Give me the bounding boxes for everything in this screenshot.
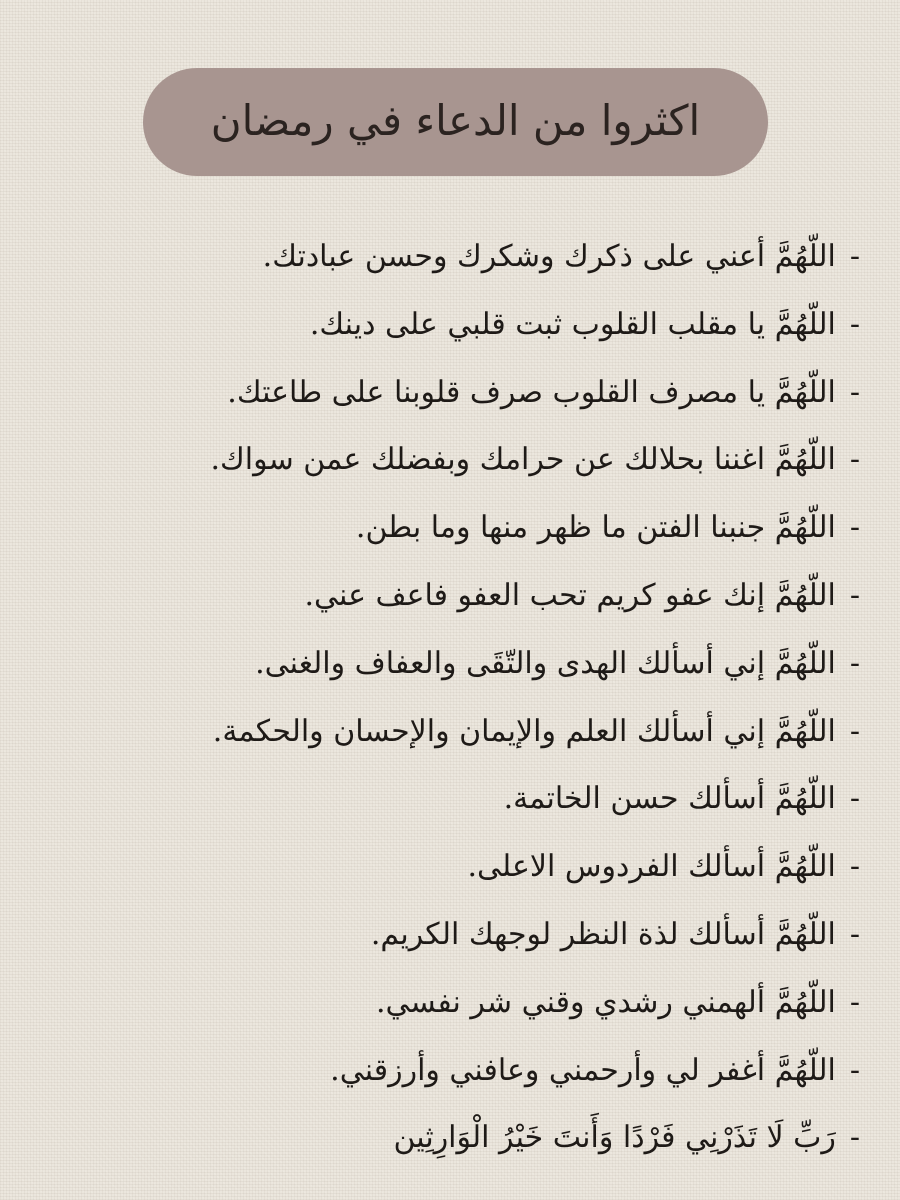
list-item — [40, 836, 860, 904]
dua-text: اللّهُمَّ إنك عفو كريم تحب العفو فاعف عني. — [304, 577, 836, 613]
bullet-dash: - — [849, 1120, 860, 1156]
list-item — [40, 768, 860, 836]
bullet-dash: - — [849, 713, 860, 749]
dua-text: اللّهُمَّ أسألك الفردوس الاعلى. — [467, 849, 836, 885]
list-item — [40, 565, 860, 633]
dua-text: اللّهُمَّ جنبنا الفتن ما ظهر منها وما بطن. — [355, 510, 836, 546]
list-item — [40, 904, 860, 972]
list-item — [40, 1040, 860, 1108]
dua-text: اللّهُمَّ أسألك لذة النظر لوجهك الكريم. — [370, 916, 836, 952]
list-item — [40, 633, 860, 701]
list-item — [40, 226, 860, 294]
bullet-dash: - — [849, 645, 860, 681]
bullet-dash: - — [849, 984, 860, 1020]
bullet-dash: - — [849, 510, 860, 546]
bullet-dash: - — [849, 781, 860, 817]
dua-text: اللّهُمَّ ألهمني رشدي وقني شر نفسي. — [376, 984, 836, 1020]
bullet-dash: - — [849, 577, 860, 613]
dua-text: اللّهُمَّ أسألك حسن الخاتمة. — [503, 781, 836, 817]
dua-text: اللّهُمَّ يا مصرف القلوب صرف قلوبنا على طاعتك. — [227, 374, 836, 410]
dua-list — [40, 226, 860, 1175]
dua-text: اللّهُمَّ اغننا بحلالك عن حرامك وبفضلك عمن سواك. — [210, 442, 836, 478]
dua-text: اللّهُمَّ أغفر لي وأرحمني وعافني وأرزقني. — [330, 1052, 836, 1088]
dua-text: اللّهُمَّ إني أسألك الهدى والتّقَى والعفاف والغنى. — [255, 645, 836, 681]
bullet-dash: - — [849, 374, 860, 410]
list-item — [40, 294, 860, 362]
dua-text: رَبِّ لَا تَذَرْنِي فَرْدًا وَأَنتَ خَيْرُ الْوَارِثِين — [393, 1120, 836, 1156]
list-item — [40, 1107, 860, 1175]
dua-text: اللّهُمَّ أعني على ذكرك وشكرك وحسن عبادتك. — [262, 239, 836, 274]
bullet-dash: - — [849, 239, 860, 274]
dua-text: اللّهُمَّ يا مقلب القلوب ثبت قلبي على دينك. — [309, 306, 836, 342]
list-item — [40, 429, 860, 497]
list-item — [40, 497, 860, 565]
page-title: اكثروا من الدعاء في رمضان — [210, 95, 701, 145]
list-item — [40, 972, 860, 1040]
title-banner — [143, 68, 768, 176]
dua-text: اللّهُمَّ إني أسألك العلم والإيمان والإحسان والحكمة. — [212, 713, 836, 749]
bullet-dash: - — [849, 849, 860, 885]
bullet-dash: - — [849, 442, 860, 478]
list-item — [40, 701, 860, 769]
bullet-dash: - — [849, 916, 860, 952]
list-item — [40, 362, 860, 430]
bullet-dash: - — [849, 306, 860, 342]
bullet-dash: - — [849, 1052, 860, 1088]
